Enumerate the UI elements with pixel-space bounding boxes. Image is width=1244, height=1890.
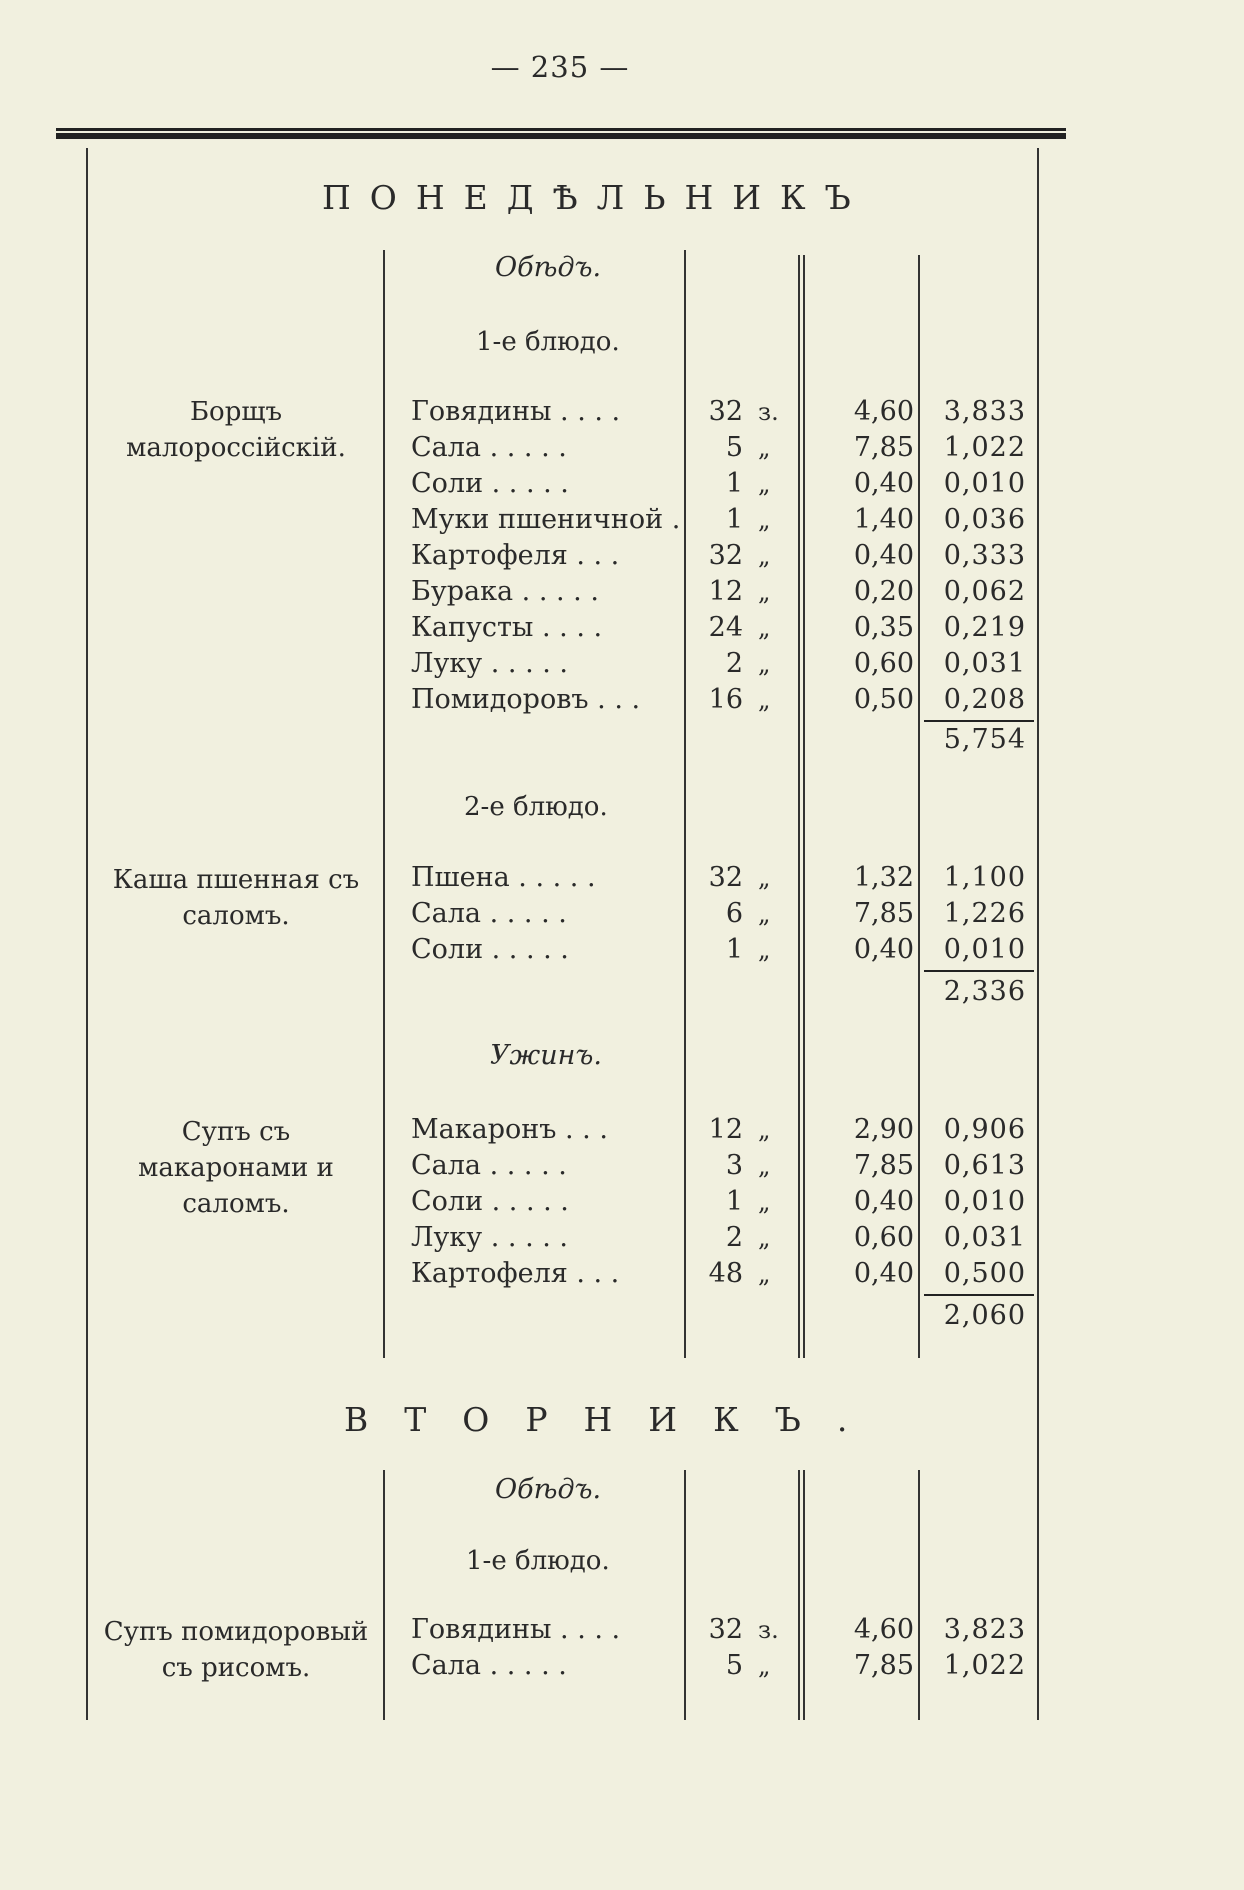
ingredient-name: Соли . . . . . <box>411 1186 569 1217</box>
ingredient-name: Сала . . . . . <box>411 1150 567 1181</box>
course-label: 2-е блюдо. <box>464 792 608 822</box>
ingredient-name: Картофеля . . . <box>411 540 620 571</box>
ingredient-name: Помидоровъ . . . <box>411 684 641 715</box>
price: 0,40 <box>853 1186 914 1217</box>
quantity: 16 <box>708 684 743 715</box>
price: 0,60 <box>853 1222 914 1253</box>
unit: „ <box>758 1224 771 1252</box>
cost: 1,022 <box>943 432 1026 463</box>
quantity: 24 <box>708 612 743 643</box>
cost: 0,062 <box>943 576 1026 607</box>
ingredient-name: Капусты . . . . <box>411 612 603 643</box>
cost: 0,031 <box>943 1222 1026 1253</box>
day-heading: ПОНЕДѢЛЬНИКЪ <box>322 178 870 217</box>
quantity: 1 <box>725 934 743 965</box>
price: 7,85 <box>853 898 914 929</box>
unit: „ <box>758 470 771 498</box>
course-total: 2,336 <box>943 976 1026 1007</box>
ingredient-name: Муки пшеничной . <box>411 504 681 535</box>
price: 4,60 <box>853 1614 914 1645</box>
quantity: 2 <box>725 648 743 679</box>
top-rule <box>56 128 1066 131</box>
sum-line <box>924 720 1034 722</box>
unit: з. <box>758 1616 779 1644</box>
price: 7,85 <box>853 1150 914 1181</box>
price: 0,40 <box>853 934 914 965</box>
price: 7,85 <box>853 432 914 463</box>
quantity: 48 <box>708 1258 743 1289</box>
day-heading: ВТОРНИКЪ. <box>344 1400 884 1439</box>
ingredient-name: Картофеля . . . <box>411 1258 620 1289</box>
ingredient-name: Луку . . . . . <box>411 648 569 679</box>
price: 0,35 <box>853 612 914 643</box>
cost: 0,208 <box>943 684 1026 715</box>
ingredient-name: Бурака . . . . . <box>411 576 599 607</box>
price: 7,85 <box>853 1650 914 1681</box>
ingredient-name: Сала . . . . . <box>411 432 567 463</box>
meal-title: Ужинъ. <box>490 1040 602 1071</box>
quantity: 32 <box>708 540 743 571</box>
cost: 0,031 <box>943 648 1026 679</box>
dish-name: Борщъ малороссійскій. <box>126 397 346 463</box>
unit: „ <box>758 542 771 570</box>
unit: „ <box>758 936 771 964</box>
right-border <box>1037 148 1039 1720</box>
ingredient-name: Макаронъ . . . <box>411 1114 608 1145</box>
left-border <box>86 148 88 1720</box>
quantity: 12 <box>708 576 743 607</box>
course-total: 5,754 <box>943 724 1026 755</box>
ingredient-name: Луку . . . . . <box>411 1222 569 1253</box>
quantity: 5 <box>725 432 743 463</box>
column-line-dish-2 <box>383 1470 385 1720</box>
unit: „ <box>758 900 771 928</box>
cost: 1,022 <box>943 1650 1026 1681</box>
unit: з. <box>758 398 779 426</box>
quantity: 3 <box>725 1150 743 1181</box>
price: 1,40 <box>853 504 914 535</box>
quantity: 2 <box>725 1222 743 1253</box>
unit: „ <box>758 434 771 462</box>
cost: 0,010 <box>943 468 1026 499</box>
unit: „ <box>758 650 771 678</box>
ingredient-name: Сала . . . . . <box>411 898 567 929</box>
meal-title: Обѣдъ. <box>495 252 602 283</box>
cost: 1,226 <box>943 898 1026 929</box>
ingredient-name: Соли . . . . . <box>411 468 569 499</box>
cost: 3,823 <box>943 1614 1026 1645</box>
page-number: — 235 — <box>490 50 630 84</box>
column-line-unit-4 <box>803 1470 805 1720</box>
quantity: 32 <box>708 396 743 427</box>
column-line-unit-2 <box>803 255 805 1358</box>
unit: „ <box>758 506 771 534</box>
ingredient-name: Сала . . . . . <box>411 1650 567 1681</box>
cost: 0,010 <box>943 1186 1026 1217</box>
unit: „ <box>758 1152 771 1180</box>
unit: „ <box>758 1116 771 1144</box>
meal-title: Обѣдъ. <box>495 1474 602 1505</box>
ingredient-name: Говядины . . . . <box>411 1614 621 1645</box>
cost: 0,333 <box>943 540 1026 571</box>
top-rule-thick <box>56 133 1066 139</box>
dish-name: Супъ съ макаронами и саломъ. <box>138 1117 334 1219</box>
unit: „ <box>758 1188 771 1216</box>
quantity: 1 <box>725 1186 743 1217</box>
quantity: 6 <box>725 898 743 929</box>
column-line-ingredient <box>684 250 686 1358</box>
cost: 0,036 <box>943 504 1026 535</box>
dish-name: Каша пшенная съ саломъ. <box>112 865 360 931</box>
column-line-ingredient-2 <box>684 1470 686 1720</box>
price: 2,90 <box>853 1114 914 1145</box>
column-line-price <box>918 255 920 1358</box>
ingredient-name: Соли . . . . . <box>411 934 569 965</box>
unit: „ <box>758 1260 771 1288</box>
quantity: 32 <box>708 862 743 893</box>
course-label: 1-е блюдо. <box>466 1546 610 1576</box>
cost: 0,500 <box>943 1258 1026 1289</box>
ingredient-name: Говядины . . . . <box>411 396 621 427</box>
price: 0,40 <box>853 468 914 499</box>
quantity: 1 <box>725 468 743 499</box>
column-line-price-2 <box>918 1470 920 1720</box>
cost: 0,613 <box>943 1150 1026 1181</box>
unit: „ <box>758 614 771 642</box>
dish-name: Супъ помидоровый съ рисомъ. <box>103 1617 369 1683</box>
course-label: 1-е блюдо. <box>476 327 620 357</box>
unit: „ <box>758 686 771 714</box>
cost: 0,010 <box>943 934 1026 965</box>
unit: „ <box>758 1652 771 1680</box>
column-line-unit <box>798 255 800 1358</box>
course-total: 2,060 <box>943 1300 1026 1331</box>
price: 0,60 <box>853 648 914 679</box>
unit: „ <box>758 864 771 892</box>
cost: 1,100 <box>943 862 1026 893</box>
unit: „ <box>758 578 771 606</box>
price: 4,60 <box>853 396 914 427</box>
quantity: 12 <box>708 1114 743 1145</box>
cost: 0,906 <box>943 1114 1026 1145</box>
quantity: 1 <box>725 504 743 535</box>
cost: 3,833 <box>943 396 1026 427</box>
quantity: 32 <box>708 1614 743 1645</box>
price: 0,40 <box>853 540 914 571</box>
price: 1,32 <box>853 862 914 893</box>
price: 0,20 <box>853 576 914 607</box>
column-line-dish <box>383 250 385 1358</box>
ingredient-name: Пшена . . . . . <box>411 862 596 893</box>
price: 0,50 <box>853 684 914 715</box>
sum-line <box>924 1294 1034 1296</box>
sum-line <box>924 970 1034 972</box>
column-line-unit-3 <box>798 1470 800 1720</box>
price: 0,40 <box>853 1258 914 1289</box>
cost: 0,219 <box>943 612 1026 643</box>
quantity: 5 <box>725 1650 743 1681</box>
